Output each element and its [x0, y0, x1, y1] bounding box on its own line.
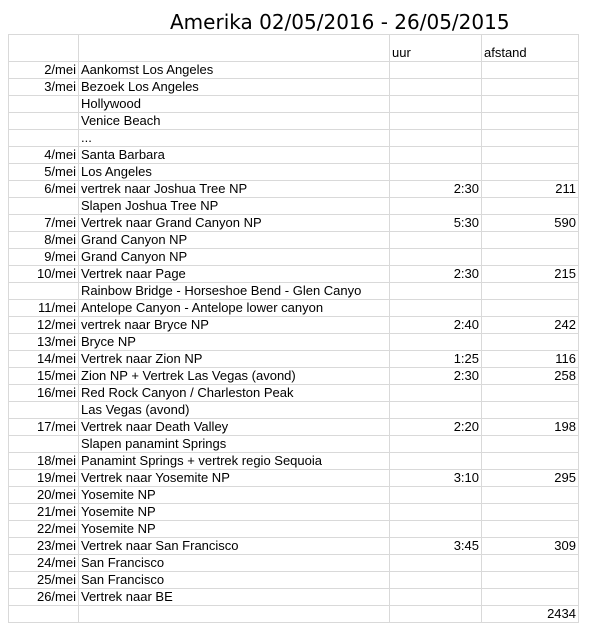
description-cell[interactable]: Las Vegas (avond) [79, 402, 390, 419]
date-cell[interactable] [9, 436, 79, 453]
time-cell[interactable] [390, 283, 482, 300]
time-cell[interactable] [390, 504, 482, 521]
date-cell[interactable]: 25/mei [9, 572, 79, 589]
distance-cell[interactable] [482, 300, 579, 317]
description-cell[interactable]: Grand Canyon NP [79, 249, 390, 266]
date-cell[interactable]: 11/mei [9, 300, 79, 317]
distance-cell[interactable] [482, 487, 579, 504]
header-cell-time[interactable]: uur [390, 35, 482, 62]
time-cell[interactable] [390, 589, 482, 606]
date-cell[interactable]: 26/mei [9, 589, 79, 606]
date-cell[interactable]: 10/mei [9, 266, 79, 283]
distance-cell[interactable]: 116 [482, 351, 579, 368]
date-cell[interactable]: 18/mei [9, 453, 79, 470]
time-cell[interactable]: 2:40 [390, 317, 482, 334]
time-cell[interactable] [390, 436, 482, 453]
description-cell[interactable]: Vertrek naar Yosemite NP [79, 470, 390, 487]
time-cell[interactable] [390, 300, 482, 317]
description-cell[interactable]: Hollywood [79, 96, 390, 113]
table-row [9, 130, 579, 147]
distance-cell[interactable] [482, 402, 579, 419]
date-cell[interactable]: 24/mei [9, 555, 79, 572]
description-cell[interactable]: Los Angeles [79, 164, 390, 181]
date-cell[interactable]: 2/mei [9, 62, 79, 79]
distance-cell[interactable] [482, 572, 579, 589]
description-cell[interactable]: San Francisco [79, 555, 390, 572]
date-cell[interactable]: 13/mei [9, 334, 79, 351]
description-cell[interactable]: vertrek naar Joshua Tree NP [79, 181, 390, 198]
date-cell[interactable]: 21/mei [9, 504, 79, 521]
date-cell[interactable]: 16/mei [9, 385, 79, 402]
time-cell[interactable] [390, 385, 482, 402]
time-cell[interactable] [390, 62, 482, 79]
description-cell[interactable]: Yosemite NP [79, 504, 390, 521]
table-row [9, 79, 579, 96]
empty-cell[interactable] [390, 606, 482, 623]
table-row [9, 147, 579, 164]
empty-cell[interactable] [79, 606, 390, 623]
date-cell[interactable]: 22/mei [9, 521, 79, 538]
date-cell[interactable]: 20/mei [9, 487, 79, 504]
distance-cell[interactable]: 215 [482, 266, 579, 283]
time-cell[interactable] [390, 521, 482, 538]
date-cell[interactable] [9, 96, 79, 113]
table-row [9, 62, 579, 79]
distance-cell[interactable] [482, 79, 579, 96]
time-cell[interactable]: 2:30 [390, 368, 482, 385]
empty-cell[interactable] [9, 606, 79, 623]
time-cell[interactable] [390, 487, 482, 504]
time-cell[interactable] [390, 79, 482, 96]
time-cell[interactable] [390, 334, 482, 351]
distance-cell[interactable] [482, 589, 579, 606]
description-cell[interactable]: Vertrek naar Death Valley [79, 419, 390, 436]
description-cell[interactable]: Panamint Springs + vertrek regio Sequoia [79, 453, 390, 470]
distance-cell[interactable] [482, 521, 579, 538]
date-cell[interactable]: 7/mei [9, 215, 79, 232]
time-cell[interactable]: 5:30 [390, 215, 482, 232]
description-cell[interactable]: Red Rock Canyon / Charleston Peak [79, 385, 390, 402]
description-cell[interactable]: Vertrek naar BE [79, 589, 390, 606]
distance-cell[interactable]: 211 [482, 181, 579, 198]
table-row [9, 572, 579, 589]
table-row [9, 521, 579, 538]
distance-cell[interactable] [482, 147, 579, 164]
date-cell[interactable]: 6/mei [9, 181, 79, 198]
date-cell[interactable] [9, 113, 79, 130]
description-cell[interactable]: Yosemite NP [79, 487, 390, 504]
time-cell[interactable] [390, 164, 482, 181]
table-row [9, 487, 579, 504]
time-cell[interactable] [390, 402, 482, 419]
header-row [9, 35, 579, 62]
time-cell[interactable] [390, 453, 482, 470]
sheet-title: Amerika 02/05/2016 - 26/05/2015 [170, 10, 510, 34]
total-row [9, 606, 579, 623]
date-cell[interactable]: 14/mei [9, 351, 79, 368]
table-row [9, 504, 579, 521]
time-cell[interactable] [390, 198, 482, 215]
date-cell[interactable]: 8/mei [9, 232, 79, 249]
date-cell[interactable]: 9/mei [9, 249, 79, 266]
table-row [9, 368, 579, 385]
time-cell[interactable] [390, 572, 482, 589]
table-row [9, 198, 579, 215]
table-row [9, 589, 579, 606]
description-cell[interactable]: Grand Canyon NP [79, 232, 390, 249]
date-cell[interactable]: 4/mei [9, 147, 79, 164]
description-cell[interactable]: San Francisco [79, 572, 390, 589]
table-row [9, 334, 579, 351]
date-cell[interactable] [9, 198, 79, 215]
description-cell[interactable]: Vertrek naar Page [79, 266, 390, 283]
table-row [9, 419, 579, 436]
table-row [9, 96, 579, 113]
table-row [9, 453, 579, 470]
description-cell[interactable]: Venice Beach [79, 113, 390, 130]
distance-cell[interactable] [482, 555, 579, 572]
table-row [9, 538, 579, 555]
table-row [9, 300, 579, 317]
time-cell[interactable] [390, 113, 482, 130]
distance-cell[interactable] [482, 62, 579, 79]
time-cell[interactable] [390, 130, 482, 147]
time-cell[interactable] [390, 232, 482, 249]
table-row [9, 232, 579, 249]
header-cell-distance[interactable]: afstand [482, 35, 579, 62]
table-row [9, 436, 579, 453]
header-cell-desc[interactable] [79, 35, 390, 62]
header-cell-date[interactable] [9, 35, 79, 62]
description-cell[interactable]: vertrek naar Bryce NP [79, 317, 390, 334]
date-cell[interactable]: 3/mei [9, 79, 79, 96]
distance-cell[interactable] [482, 436, 579, 453]
table-row [9, 266, 579, 283]
distance-cell[interactable]: 242 [482, 317, 579, 334]
table-row [9, 113, 579, 130]
table-row [9, 249, 579, 266]
distance-cell[interactable] [482, 164, 579, 181]
table-row [9, 181, 579, 198]
distance-cell[interactable] [482, 453, 579, 470]
date-cell[interactable]: 19/mei [9, 470, 79, 487]
distance-cell[interactable] [482, 113, 579, 130]
distance-cell[interactable]: 309 [482, 538, 579, 555]
table-row [9, 351, 579, 368]
date-cell[interactable]: 17/mei [9, 419, 79, 436]
time-cell[interactable]: 2:30 [390, 181, 482, 198]
distance-cell[interactable] [482, 232, 579, 249]
time-cell[interactable]: 2:30 [390, 266, 482, 283]
date-cell[interactable]: 15/mei [9, 368, 79, 385]
description-cell[interactable]: Vertrek naar Zion NP [79, 351, 390, 368]
date-cell[interactable] [9, 283, 79, 300]
distance-cell[interactable]: 590 [482, 215, 579, 232]
distance-cell[interactable] [482, 96, 579, 113]
time-cell[interactable]: 1:25 [390, 351, 482, 368]
description-cell[interactable]: Zion NP + Vertrek Las Vegas (avond) [79, 368, 390, 385]
table-row [9, 470, 579, 487]
distance-cell[interactable] [482, 334, 579, 351]
description-cell[interactable]: Santa Barbara [79, 147, 390, 164]
date-cell[interactable]: 12/mei [9, 317, 79, 334]
time-cell[interactable] [390, 249, 482, 266]
time-cell[interactable] [390, 555, 482, 572]
description-cell[interactable]: Slapen Joshua Tree NP [79, 198, 390, 215]
description-cell[interactable]: Vertrek naar San Francisco [79, 538, 390, 555]
distance-cell[interactable] [482, 249, 579, 266]
table-row [9, 555, 579, 572]
table-row [9, 283, 579, 300]
date-cell[interactable] [9, 402, 79, 419]
description-cell[interactable]: Slapen panamint Springs [79, 436, 390, 453]
table-row [9, 317, 579, 334]
date-cell[interactable]: 23/mei [9, 538, 79, 555]
total-distance-cell[interactable]: 2434 [482, 606, 579, 623]
time-cell[interactable] [390, 96, 482, 113]
description-cell[interactable]: Antelope Canyon - Antelope lower canyon [79, 300, 390, 317]
date-cell[interactable]: 5/mei [9, 164, 79, 181]
distance-cell[interactable] [482, 385, 579, 402]
time-cell[interactable]: 3:10 [390, 470, 482, 487]
distance-cell[interactable] [482, 198, 579, 215]
description-cell[interactable]: Bryce NP [79, 334, 390, 351]
time-cell[interactable]: 3:45 [390, 538, 482, 555]
time-cell[interactable]: 2:20 [390, 419, 482, 436]
table-row [9, 402, 579, 419]
description-cell[interactable]: ... [79, 130, 390, 147]
itinerary-table [8, 34, 579, 623]
table-row [9, 385, 579, 402]
table-row [9, 215, 579, 232]
time-cell[interactable] [390, 147, 482, 164]
distance-cell[interactable] [482, 130, 579, 147]
distance-cell[interactable] [482, 504, 579, 521]
date-cell[interactable] [9, 130, 79, 147]
description-cell[interactable]: Yosemite NP [79, 521, 390, 538]
table-row [9, 164, 579, 181]
distance-cell[interactable]: 258 [482, 368, 579, 385]
description-cell[interactable]: Rainbow Bridge - Horseshoe Bend - Glen Canyo [79, 283, 390, 300]
description-cell[interactable]: Vertrek naar Grand Canyon NP [79, 215, 390, 232]
distance-cell[interactable]: 198 [482, 419, 579, 436]
distance-cell[interactable] [482, 283, 579, 300]
distance-cell[interactable]: 295 [482, 470, 579, 487]
description-cell[interactable]: Aankomst Los Angeles [79, 62, 390, 79]
description-cell[interactable]: Bezoek Los Angeles [79, 79, 390, 96]
